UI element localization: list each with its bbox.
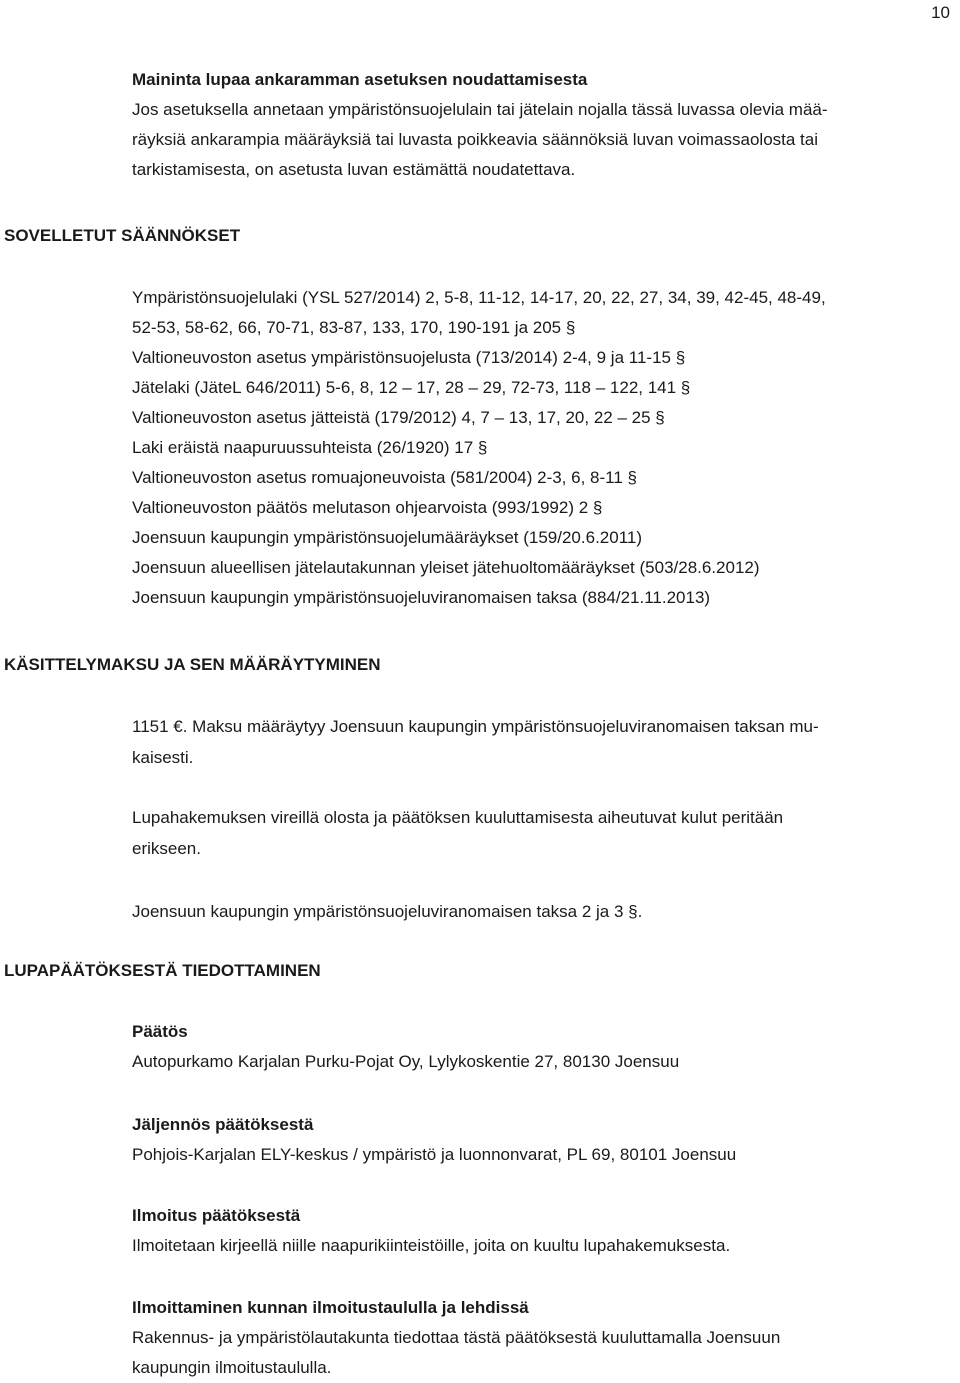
intro-line: räyksiä ankarampia määräyksiä tai luvasta poikkeavia säännöksiä luvan voimassaolosta tai — [132, 130, 819, 149]
costs-line: Lupahakemuksen vireillä olosta ja päätöksen kuuluttamisesta aiheutuvat kulut peritään — [132, 808, 784, 827]
board-notice-label: Ilmoittaminen kunnan ilmoitustaululla ja lehdissä — [132, 1298, 529, 1317]
rule-line: 52-53, 58-62, 66, 70-71, 83-87, 133, 170, 190-191 ja 205 § — [132, 318, 576, 337]
decision-label: Päätös — [132, 1022, 188, 1041]
decision-block — [132, 1017, 947, 1077]
notification-heading: LUPAPÄÄTÖKSESTÄ TIEDOTTAMINEN — [4, 961, 321, 980]
costs-line: erikseen. — [132, 839, 201, 858]
copy-label: Jäljennös päätöksestä — [132, 1115, 314, 1134]
board-notice-line: kaupungin ilmoitustaululla. — [132, 1358, 332, 1377]
fee-heading: KÄSITTELYMAKSU JA SEN MÄÄRÄYTYMINEN — [4, 655, 381, 674]
rule-line: Valtioneuvoston asetus ympäristönsuojelusta (713/2014) 2-4, 9 ja 11-15 § — [132, 348, 686, 367]
rule-line: Ympäristönsuojelulaki (YSL 527/2014) 2, 5-8, 11-12, 14-17, 20, 22, 27, 34, 39, 42-45, 48-49, — [132, 288, 826, 307]
board-notice-block — [132, 1293, 947, 1383]
copy-block — [132, 1110, 947, 1170]
rule-line: Laki eräistä naapuruussuhteista (26/1920) 17 § — [132, 438, 488, 457]
intro-line: Jos asetuksella annetaan ympäristönsuojelulain tai jätelain nojalla tässä luvassa olevia mää- — [132, 100, 828, 119]
notice-label: Ilmoitus päätöksestä — [132, 1206, 301, 1225]
intro-title: Maininta lupaa ankaramman asetuksen noudattamisesta — [132, 70, 588, 89]
rule-line: Jätelaki (JäteL 646/2011) 5-6, 8, 12 – 17, 28 – 29, 72-73, 118 – 122, 141 § — [132, 378, 691, 397]
fee-line: kaisesti. — [132, 748, 194, 767]
applied-rules-list — [132, 283, 947, 613]
copy-text: Pohjois-Karjalan ELY-keskus / ympäristö ja luonnonvarat, PL 69, 80101 Joensuu — [132, 1145, 737, 1164]
notice-text: Ilmoitetaan kirjeellä niille naapurikiinteistöille, joita on kuultu lupahakemuksesta. — [132, 1236, 731, 1255]
applied-rules-heading: SOVELLETUT SÄÄNNÖKSET — [4, 226, 241, 245]
rule-line: Valtioneuvoston asetus jätteistä (179/2012) 4, 7 – 13, 17, 20, 22 – 25 § — [132, 408, 665, 427]
page-number: 10 — [931, 3, 950, 22]
rule-line: Valtioneuvoston päätös melutason ohjearvoista (993/1992) 2 § — [132, 498, 603, 517]
rule-line: Joensuun alueellisen jätelautakunnan yleiset jätehuoltomääräykset (503/28.6.2012) — [132, 558, 760, 577]
tariff-paragraph — [132, 896, 947, 927]
rule-line: Joensuun kaupungin ympäristönsuojelumääräykset (159/20.6.2011) — [132, 528, 643, 547]
decision-text: Autopurkamo Karjalan Purku-Pojat Oy, Lylykoskentie 27, 80130 Joensuu — [132, 1052, 680, 1071]
rule-line: Joensuun kaupungin ympäristönsuojeluviranomaisen taksa (884/21.11.2013) — [132, 588, 711, 607]
rule-line: Valtioneuvoston asetus romuajoneuvoista (581/2004) 2-3, 6, 8-11 § — [132, 468, 637, 487]
costs-paragraph — [132, 802, 947, 864]
board-notice-line: Rakennus- ja ympäristölautakunta tiedottaa tästä päätöksestä kuuluttamalla Joensuun — [132, 1328, 781, 1347]
tariff-line: Joensuun kaupungin ympäristönsuojeluviranomaisen taksa 2 ja 3 §. — [132, 902, 643, 921]
fee-paragraph — [132, 711, 947, 773]
fee-line: 1151 €. Maksu määräytyy Joensuun kaupungin ympäristönsuojeluviranomaisen taksan mu- — [132, 717, 819, 736]
intro-section — [132, 65, 947, 185]
intro-line: tarkistamisesta, on asetusta luvan estämättä noudatettava. — [132, 160, 576, 179]
notice-block — [132, 1201, 947, 1261]
